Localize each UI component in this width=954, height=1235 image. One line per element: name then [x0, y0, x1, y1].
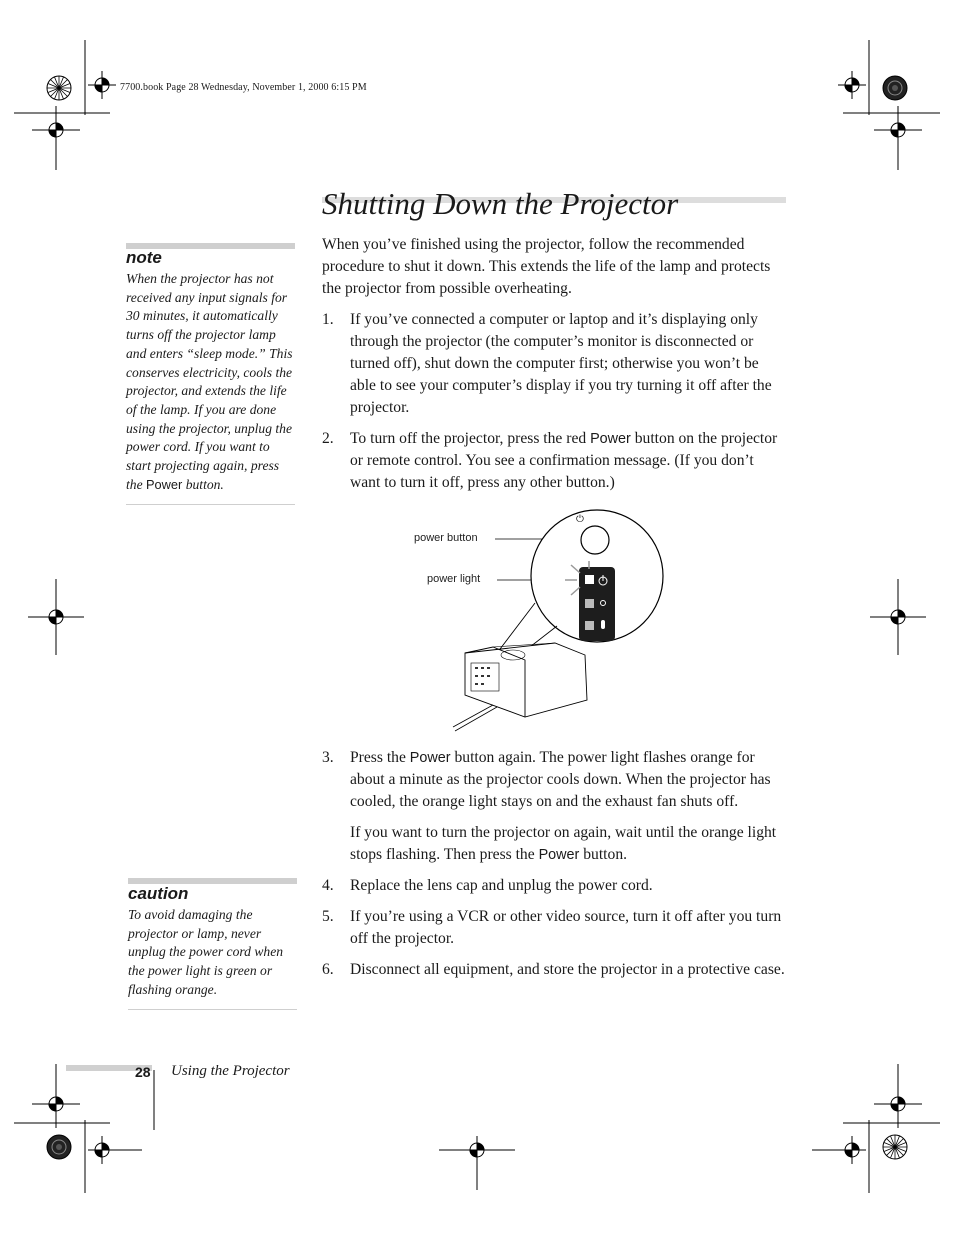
- step-text-after: button again. The power light flashes orange for about a minute as the projector cools down. When the projector has cooled, the orange light stays on and the exhaust fan shuts off.: [350, 749, 771, 810]
- note-text: [126, 270, 298, 494]
- note-divider: [126, 504, 295, 505]
- caution-heading: caution: [128, 884, 189, 903]
- page-number: 28: [135, 1064, 151, 1080]
- step-text-before: Press the: [350, 749, 410, 766]
- step-number: 1.: [322, 311, 334, 328]
- step-number: 4.: [322, 877, 334, 894]
- power-key: Power: [538, 847, 580, 863]
- followup-text-before: If you want to turn the projector on again, wait until the orange light stops flashing. Then press the: [350, 824, 777, 863]
- step-text: Disconnect all equipment, and store the projector in a protective case.: [350, 961, 785, 978]
- page-title: Shutting Down the Projector: [322, 186, 679, 221]
- caution-text: To avoid damaging the projector or lamp, never unplug the power cord when the power light is green or flashing orange.: [128, 907, 284, 997]
- power-key: Power: [409, 750, 451, 766]
- step-text: [350, 747, 786, 813]
- step-text: If you’re using a VCR or other video source, turn it off after you turn off the projector.: [350, 908, 782, 947]
- footer-section-title: Using the Projector: [171, 1063, 290, 1079]
- step-text: If you’ve connected a computer or laptop and it’s displaying only through the projector (the computer’s monitor is disconnected or turned off), shut down the computer first; otherwise you won’t be able to see your computer’s display if you try turning it off after the projector.: [350, 311, 772, 416]
- intro-paragraph: When you’ve finished using the projector, follow the recommended procedure to shut it down. This extends the life of the lamp and protects the projector from possible overheating.: [322, 236, 771, 297]
- print-header-line: 7700.book Page 28 Wednesday, November 1, 2000 6:15 PM: [120, 82, 367, 93]
- caution-divider: [128, 1009, 297, 1010]
- power-button-label: power button: [414, 532, 478, 544]
- note-text-before: When the projector has not received any input signals for 30 minutes, it automatically turns off the projector lamp and enters “sleep mode.” This conserves electricity, cools the projector, and extends the life of the lamp. If you are done using the projector, unplug the power cord. If you want to start projecting again, press the: [126, 271, 293, 492]
- step-5: [322, 906, 786, 950]
- step-number: 5.: [322, 908, 334, 925]
- power-key: Power: [590, 431, 631, 447]
- power-symbol-icon: ⏻: [576, 514, 584, 525]
- step-4: [322, 875, 786, 897]
- step-number: 2.: [322, 430, 334, 447]
- note-power-word: Power: [146, 476, 183, 492]
- followup-text-after: button.: [579, 846, 628, 863]
- power-light-label: power light: [427, 573, 481, 585]
- step-number: 3.: [322, 749, 334, 766]
- step-text: Replace the lens cap and unplug the power cord.: [350, 877, 653, 894]
- step-2: [322, 428, 784, 494]
- step-6: [322, 959, 786, 981]
- step-text: [350, 428, 784, 494]
- note-heading: note: [126, 248, 162, 267]
- step-1: [322, 309, 786, 419]
- step-text-after: button on the projector or remote control. You see a confirmation message. (If you don’t want to turn it off, press any other button.): [350, 430, 778, 491]
- note-text-after: button.: [182, 476, 224, 492]
- step-text-before: To turn off the projector, press the red: [350, 430, 591, 447]
- step-number: 6.: [322, 961, 334, 978]
- step-3: [322, 747, 786, 813]
- step-3-followup: [350, 822, 786, 866]
